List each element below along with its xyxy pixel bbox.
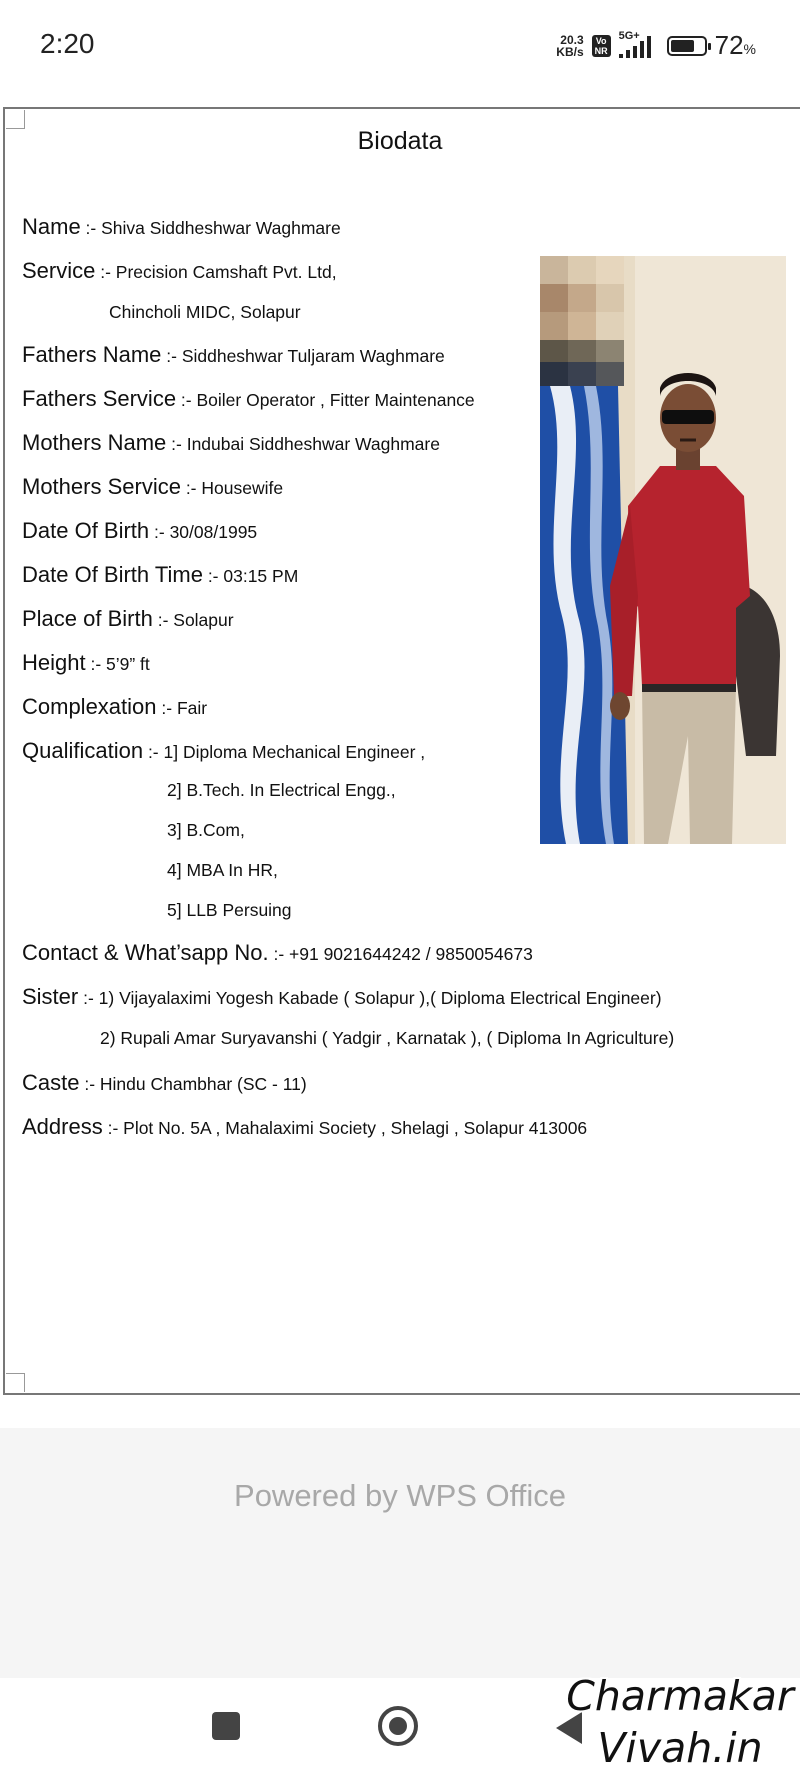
contact-label: Contact & What’sapp No. — [22, 940, 269, 965]
signal-bar — [640, 41, 644, 58]
place-of-birth-row — [22, 606, 234, 632]
address-label: Address — [22, 1114, 103, 1139]
qualification-sep: :- — [143, 742, 164, 762]
dob-time-sep: :- — [202, 566, 224, 586]
volte-top: Vo — [595, 35, 607, 46]
home-icon[interactable] — [378, 1706, 418, 1746]
sister-line2: 2) Rupali Amar Suryavanshi ( Yadgir , Karnatak ), ( Diploma In Agriculture) — [100, 1028, 675, 1048]
caste-label: Caste — [22, 1070, 80, 1095]
contact-row — [22, 940, 533, 966]
recents-icon[interactable] — [212, 1712, 240, 1740]
profile-photo-illustration — [540, 256, 786, 844]
complexion-sep: :- — [156, 698, 177, 718]
watermark-line2: Vivah.in — [597, 1724, 763, 1772]
complexion-value: Fair — [176, 698, 208, 718]
mothers-service-row — [22, 474, 283, 500]
watermark-logo — [562, 1670, 798, 1774]
service-value: Precision Camshaft Pvt. Ltd, — [115, 262, 337, 282]
watermark-line1: Charmakar — [566, 1672, 794, 1720]
battery-percent — [715, 30, 756, 61]
signal-bar — [647, 36, 651, 58]
sister-row — [22, 984, 662, 1010]
height-sep: :- — [85, 654, 107, 674]
dob-row — [22, 518, 257, 544]
fathers-name-label: Fathers Name — [22, 342, 162, 367]
battery-percent-sign: % — [743, 41, 756, 57]
sister-label: Sister — [22, 984, 79, 1009]
network-type: 5G+ — [618, 29, 640, 42]
mothers-service-sep: :- — [180, 478, 202, 498]
mothers-service-value: Housewife — [201, 478, 284, 498]
caste-value: Hindu Chambhar (SC - 11) — [99, 1074, 307, 1094]
sister-line1: 1) Vijayalaximi Yogesh Kabade ( Solapur ),( Diploma Electrical Engineer) — [98, 988, 662, 1008]
mothers-name-value: Indubai Siddheshwar Waghmare — [186, 434, 440, 454]
dob-time-label: Date Of Birth Time — [22, 562, 203, 587]
qualification-item: 1] Diploma Mechanical Engineer , — [163, 742, 426, 762]
signal-bar — [619, 54, 623, 58]
dob-value: 30/08/1995 — [169, 522, 258, 542]
complexion-row — [22, 694, 207, 720]
fathers-service-value: Boiler Operator , Fitter Maintenance — [196, 390, 475, 410]
height-label: Height — [22, 650, 86, 675]
contact-value: +91 9021644242 / 9850054673 — [289, 944, 533, 964]
qualification-label: Qualification — [22, 738, 144, 763]
service-row — [22, 258, 337, 284]
battery-percent-value: 72 — [714, 30, 744, 60]
qualification-item: 2] B.Tech. In Electrical Engg., — [167, 780, 396, 800]
place-of-birth-value: Solapur — [173, 610, 234, 630]
status-icons — [556, 30, 756, 61]
address-row — [22, 1114, 587, 1140]
fathers-service-row — [22, 386, 475, 412]
qualification-row — [22, 738, 425, 764]
wps-footer — [0, 1428, 800, 1678]
place-of-birth-sep: :- — [152, 610, 174, 630]
signal-strength-icon — [618, 29, 651, 58]
place-of-birth-label: Place of Birth — [22, 606, 153, 631]
network-speed-unit: KB/s — [556, 44, 584, 59]
status-time: 2:20 — [40, 28, 95, 59]
battery-fill — [671, 40, 694, 52]
dob-time-row — [22, 562, 298, 588]
height-row — [22, 650, 150, 676]
caste-sep: :- — [79, 1074, 100, 1094]
address-sep: :- — [102, 1118, 124, 1138]
fathers-name-row — [22, 342, 445, 368]
qualification-item: 3] B.Com, — [167, 820, 245, 840]
mothers-name-sep: :- — [166, 434, 187, 454]
service-line2: Chincholi MIDC, Solapur — [109, 302, 301, 322]
complexion-label: Complexation — [22, 694, 157, 719]
fathers-name-sep: :- — [161, 346, 182, 366]
battery-icon — [667, 36, 707, 56]
dob-label: Date Of Birth — [22, 518, 150, 543]
mothers-name-row — [22, 430, 440, 456]
qualification-item: 5] LLB Persuing — [167, 900, 292, 920]
sister-sep: :- — [78, 988, 99, 1008]
fathers-name-value: Siddheshwar Tuljaram Waghmare — [181, 346, 445, 366]
network-speed — [556, 34, 583, 58]
volte-bottom: NR — [594, 45, 608, 56]
signal-bar — [633, 46, 637, 58]
dob-time-value: 03:15 PM — [223, 566, 299, 586]
height-value: 5’9” ft — [106, 654, 150, 674]
dob-sep: :- — [149, 522, 170, 542]
mothers-name-label: Mothers Name — [22, 430, 167, 455]
powered-by-wps[interactable]: Powered by WPS Office — [234, 1478, 566, 1513]
page-corner-mark — [6, 1373, 25, 1392]
name-row — [22, 214, 341, 240]
caste-row — [22, 1070, 307, 1096]
fathers-service-sep: :- — [176, 390, 197, 410]
volte-icon — [592, 35, 611, 57]
qualification-item: 4] MBA In HR, — [167, 860, 278, 880]
mothers-service-label: Mothers Service — [22, 474, 181, 499]
service-sep: :- — [95, 262, 116, 282]
name-label: Name — [22, 214, 81, 239]
network-speed-value: 20.3 — [560, 32, 584, 47]
fathers-service-label: Fathers Service — [22, 386, 177, 411]
profile-photo — [540, 256, 786, 844]
name-sep: :- — [80, 218, 102, 238]
signal-bar — [626, 50, 630, 58]
battery-nub — [708, 43, 711, 50]
contact-sep: :- — [268, 944, 290, 964]
name-value: Shiva Siddheshwar Waghmare — [101, 218, 341, 238]
address-value: Plot No. 5A , Mahalaximi Society , Shelagi , Solapur 413006 — [123, 1118, 588, 1138]
service-label: Service — [22, 258, 96, 283]
status-bar — [0, 0, 800, 96]
document-title: Biodata — [357, 127, 443, 155]
